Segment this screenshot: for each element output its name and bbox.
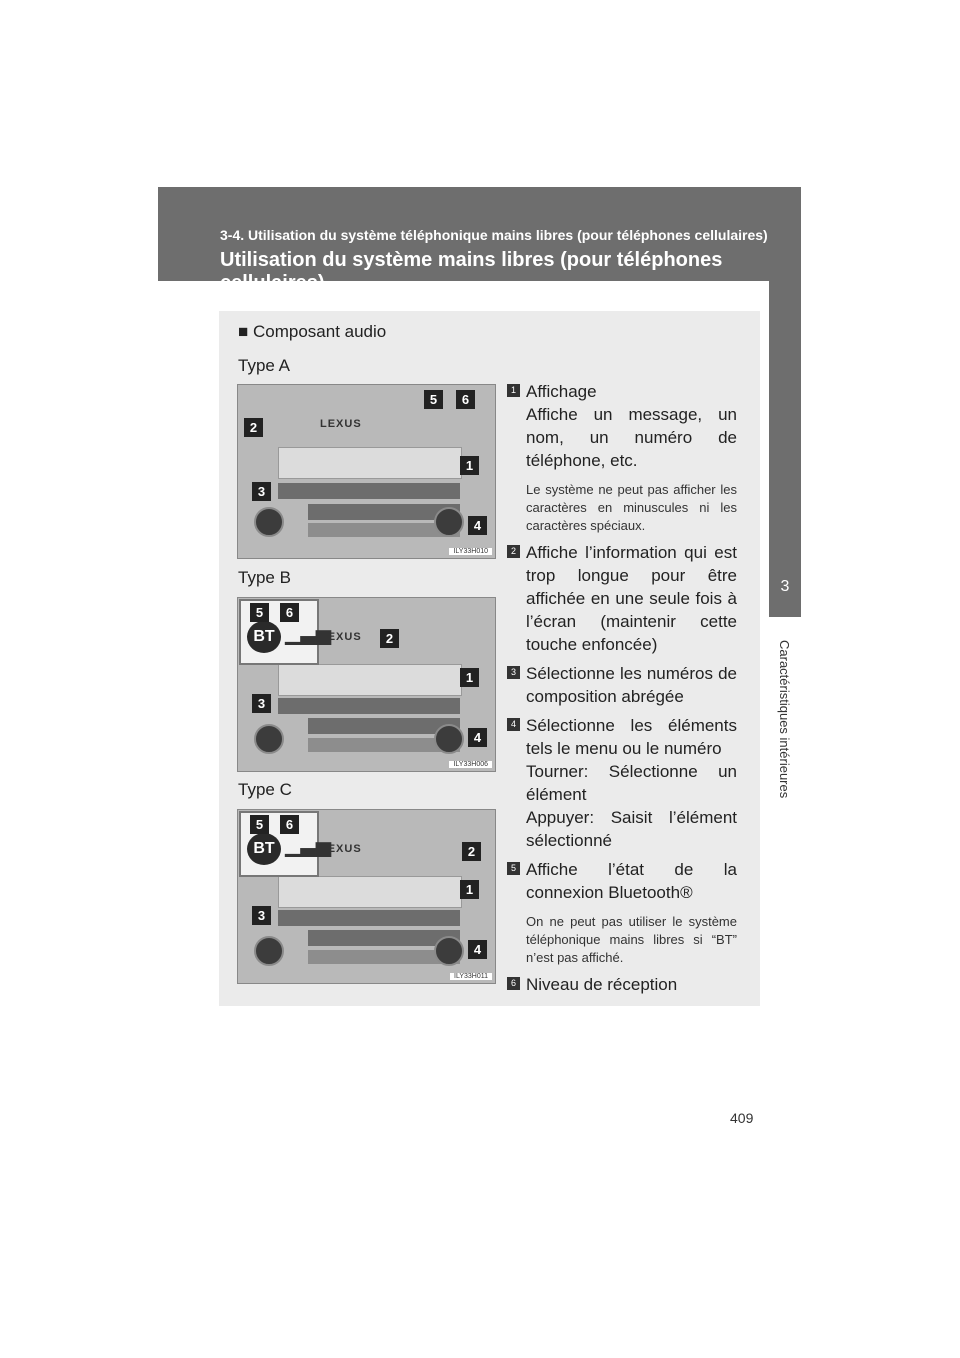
- item-note: Le système ne peut pas afficher les caractères en minuscules ni les caractères spéciaux.: [526, 482, 737, 533]
- radio-display: [278, 664, 462, 696]
- page-header: [158, 187, 801, 294]
- callout-5: 5: [250, 603, 269, 622]
- item-press: Appuyer: Saisit l’élément sélectionné: [526, 808, 737, 850]
- item-text: Affiche l’information qui est trop longue pour être affichée en une seule fois à l’écran (maintenir cette touche enfoncée): [526, 543, 737, 654]
- type-a-label: Type A: [238, 356, 290, 375]
- callout-4: 4: [468, 516, 487, 535]
- radio-display: [278, 876, 462, 908]
- type-b-label: Type B: [238, 568, 291, 587]
- list-item: [507, 662, 737, 708]
- chapter-tab: [769, 281, 801, 617]
- item-text: Niveau de réception: [526, 975, 678, 994]
- pwr-vol-knob: [254, 724, 284, 754]
- signal-icon: ▁▃▅: [285, 835, 332, 857]
- lexus-logo: LEXUS: [320, 843, 362, 855]
- item-text: Affiche un message, un nom, un numéro de téléphone, etc.: [526, 405, 737, 470]
- item-number: 6: [507, 977, 520, 990]
- bt-indicator: BT: [247, 621, 281, 653]
- figure-code: ILY33H010: [449, 548, 492, 555]
- pwr-vol-knob: [254, 507, 284, 537]
- preset-buttons: [278, 698, 460, 714]
- item-turn: Tourner: Sélectionne un élément: [526, 762, 737, 804]
- list-item: [507, 714, 737, 852]
- item-number: 3: [507, 666, 520, 679]
- chapter-number: 3: [780, 578, 790, 595]
- lexus-logo: LEXUS: [320, 631, 362, 643]
- pwr-vol-knob: [254, 936, 284, 966]
- callout-1: 1: [460, 668, 479, 687]
- callout-4: 4: [468, 728, 487, 747]
- callout-3: 3: [252, 906, 271, 925]
- item-text: Sélectionne les numéros de composition abrégée: [526, 664, 737, 706]
- list-item: [507, 858, 737, 967]
- callout-6: 6: [280, 603, 299, 622]
- type-c-label: Type C: [238, 780, 292, 799]
- bt-indicator: BT: [247, 833, 281, 865]
- chapter-label: [776, 640, 792, 810]
- section-heading: ■ Composant audio: [238, 322, 387, 341]
- callout-3: 3: [252, 694, 271, 713]
- page-number: 409: [730, 1110, 754, 1126]
- item-title: Affichage: [526, 382, 597, 401]
- list-item: [507, 380, 737, 535]
- tune-sel-knob: [434, 507, 464, 537]
- callout-6: 6: [280, 815, 299, 834]
- callout-3: 3: [252, 482, 271, 501]
- item-number: 5: [507, 862, 520, 875]
- legend-list: [507, 380, 737, 1002]
- item-number: 4: [507, 718, 520, 731]
- list-item: [507, 541, 737, 656]
- tune-sel-knob: [434, 724, 464, 754]
- item-number: 1: [507, 384, 520, 397]
- lexus-logo: LEXUS: [320, 418, 362, 430]
- figure-code: ILY33H006: [449, 761, 492, 768]
- chapter-label-text: Caractéristiques intérieures: [777, 640, 792, 799]
- preset-buttons: [278, 483, 460, 499]
- item-text: Sélectionne les éléments tels le menu ou le numéro: [526, 716, 737, 758]
- callout-6: 6: [456, 390, 475, 409]
- callout-1: 1: [460, 880, 479, 899]
- callout-1: 1: [460, 456, 479, 475]
- tune-sel-knob: [434, 936, 464, 966]
- item-note: On ne peut pas utiliser le système téléphonique mains libres si “BT” n’est pas affiché.: [526, 914, 737, 965]
- preset-buttons: [278, 910, 460, 926]
- callout-4: 4: [468, 940, 487, 959]
- figure-code: ILY33H011: [450, 973, 492, 980]
- radio-figure-type-a: [237, 384, 496, 559]
- item-number: 2: [507, 545, 520, 558]
- callout-2: 2: [462, 842, 481, 861]
- signal-icon: ▁▃▅: [285, 623, 332, 645]
- callout-5: 5: [250, 815, 269, 834]
- list-item: [507, 973, 737, 996]
- callout-2: 2: [244, 418, 263, 437]
- radio-display: [278, 447, 462, 479]
- section-subtitle: 3-4. Utilisation du système téléphonique mains libres (pour téléphones cellulaires): [220, 227, 768, 243]
- callout-5: 5: [424, 390, 443, 409]
- callout-2: 2: [380, 629, 399, 648]
- item-text: Affiche l’état de la connexion Bluetooth®: [526, 860, 737, 902]
- page-title: Utilisation du système mains libres (pour téléphones cellulaires): [220, 249, 723, 294]
